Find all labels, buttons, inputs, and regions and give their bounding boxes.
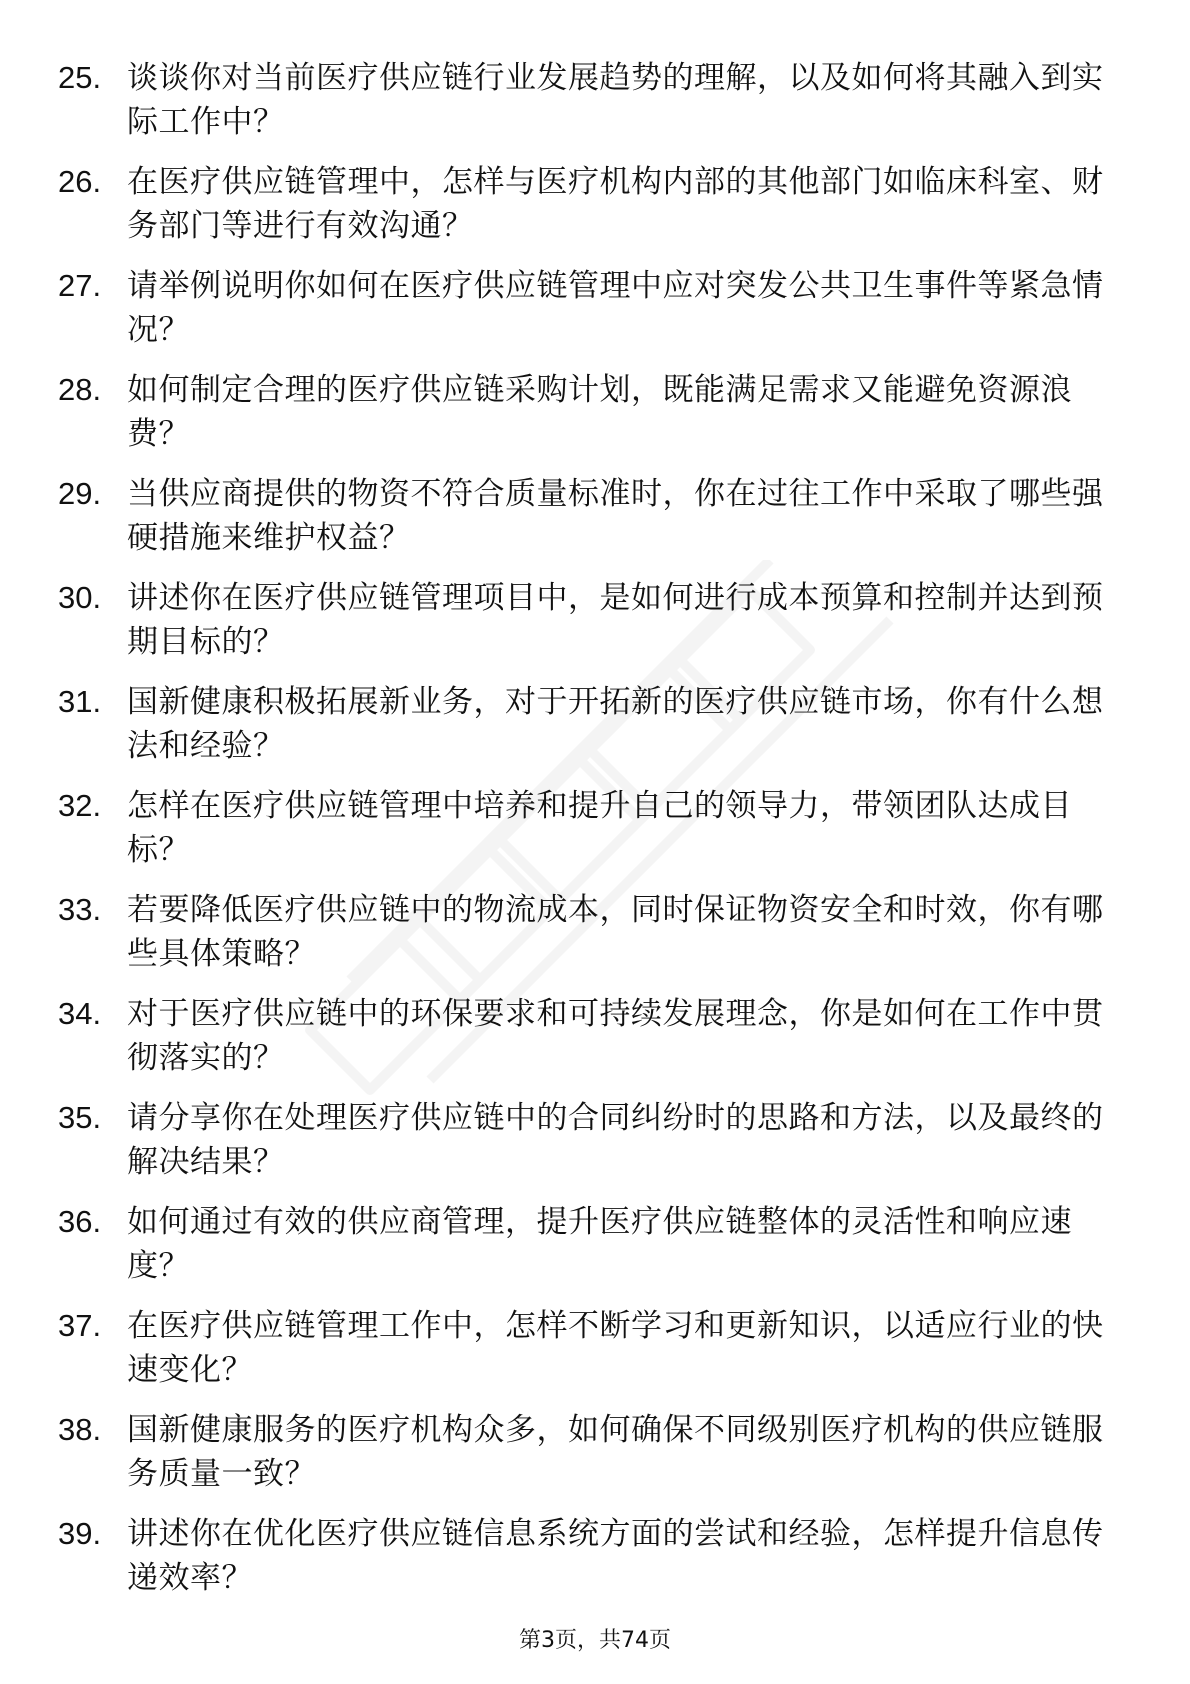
list-item — [0, 362, 1190, 466]
list-item — [0, 154, 1190, 258]
list-item — [0, 1090, 1190, 1194]
question-list — [0, 50, 1190, 1610]
list-item — [0, 1506, 1190, 1610]
list-item — [0, 778, 1190, 882]
question-number: 30. — [58, 580, 102, 615]
question-text: 如何制定合理的医疗供应链采购计划，既能满足需求又能避免资源浪费？ — [127, 372, 1072, 452]
question-text: 怎样在医疗供应链管理中培养和提升自己的领导力，带领团队达成目标？ — [127, 788, 1072, 868]
list-item — [0, 882, 1190, 986]
question-number: 38. — [58, 1412, 102, 1447]
question-number: 35. — [58, 1100, 102, 1135]
question-number: 28. — [58, 372, 102, 407]
question-text: 在医疗供应链管理中，怎样与医疗机构内部的其他部门如临床科室、财务部门等进行有效沟通？ — [127, 164, 1104, 244]
question-number: 36. — [58, 1204, 102, 1239]
list-item — [0, 570, 1190, 674]
question-text: 讲述你在优化医疗供应链信息系统方面的尝试和经验，怎样提升信息传递效率？ — [127, 1516, 1104, 1596]
question-text: 如何通过有效的供应商管理，提升医疗供应链整体的灵活性和响应速度？ — [127, 1204, 1072, 1284]
question-number: 39. — [58, 1516, 102, 1551]
list-item — [0, 1298, 1190, 1402]
question-number: 29. — [58, 476, 102, 511]
question-text: 当供应商提供的物资不符合质量标准时，你在过往工作中采取了哪些强硬措施来维护权益？ — [127, 476, 1104, 556]
question-number: 31. — [58, 684, 102, 719]
question-number: 33. — [58, 892, 102, 927]
question-text: 请分享你在处理医疗供应链中的合同纠纷时的思路和方法，以及最终的解决结果？ — [127, 1100, 1104, 1180]
question-number: 26. — [58, 164, 102, 199]
question-text: 讲述你在医疗供应链管理项目中，是如何进行成本预算和控制并达到预期目标的？ — [127, 580, 1104, 660]
question-number: 37. — [58, 1308, 102, 1343]
question-text: 在医疗供应链管理工作中，怎样不断学习和更新知识，以适应行业的快速变化？ — [127, 1308, 1104, 1388]
question-number: 32. — [58, 788, 102, 823]
page-number-footer: 第3页，共74页 — [519, 1628, 671, 1653]
question-text: 国新健康服务的医疗机构众多，如何确保不同级别医疗机构的供应链服务质量一致？ — [127, 1412, 1104, 1492]
question-number: 25. — [58, 60, 102, 95]
question-text: 请举例说明你如何在医疗供应链管理中应对突发公共卫生事件等紧急情况？ — [127, 268, 1104, 348]
question-number: 27. — [58, 268, 102, 303]
question-text: 谈谈你对当前医疗供应链行业发展趋势的理解，以及如何将其融入到实际工作中？ — [127, 60, 1104, 140]
list-item — [0, 50, 1190, 154]
question-text: 对于医疗供应链中的环保要求和可持续发展理念，你是如何在工作中贯彻落实的？ — [127, 996, 1104, 1076]
question-text: 若要降低医疗供应链中的物流成本，同时保证物资安全和时效，你有哪些具体策略？ — [127, 892, 1104, 972]
question-text: 国新健康积极拓展新业务，对于开拓新的医疗供应链市场，你有什么想法和经验？ — [127, 684, 1104, 764]
list-item — [0, 1194, 1190, 1298]
list-item — [0, 1402, 1190, 1506]
list-item — [0, 466, 1190, 570]
list-item — [0, 674, 1190, 778]
list-item — [0, 986, 1190, 1090]
question-number: 34. — [58, 996, 102, 1031]
list-item — [0, 258, 1190, 362]
